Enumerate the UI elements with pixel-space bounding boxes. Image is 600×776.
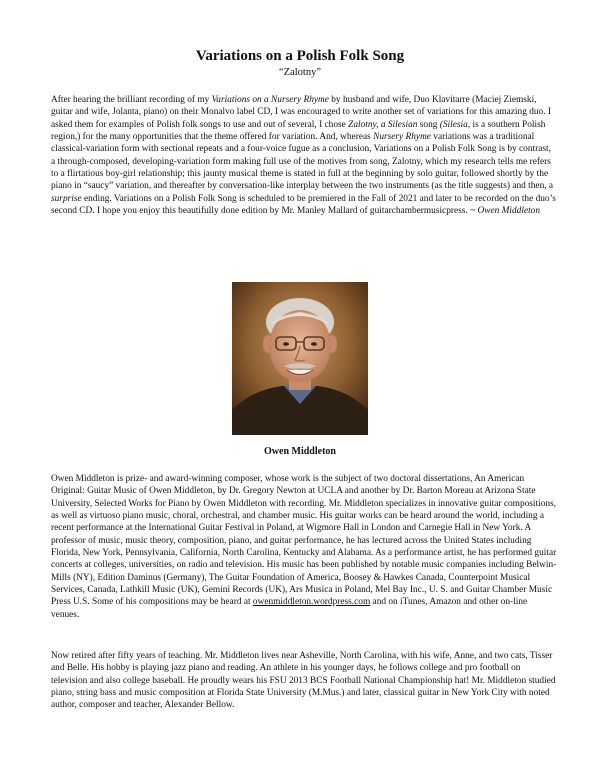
portrait-photo — [232, 282, 368, 435]
intro-italic: (Silesia, — [439, 119, 471, 130]
page-title: Variations on a Polish Folk Song — [195, 48, 405, 64]
intro-italic: surprise — [51, 193, 82, 204]
biography-text: Owen Middleton is prize- and award-winning composer, whose work is the subject of two doctoral dissertations, An American Original: Guitar Music of Owen Middleton, by Dr. Gregory Newton at UCLA and another by Dr. Barton Moreau at Arizona State University, Selected Works for Piano by Owen Middleton with recording. Mr. Middleton specializes in innovative guitar compositions, as well as virtuoso piano music, choral, orchestral, and chamber music. His guitar works can be heard around the world, including a recent performance at the International Guitar Festival in Poland, at Wigmore Hall in London and Carnegie Hall in New York. A professor of music, music theory, composition, piano, and guitar performance, he has lectured across the United States including Florida, New York, Pennsylvania, California, North Carolina, Kentucky and Alabama. As a performance artist, he has performed guitar concerts at colleges, universities, on radio and television. His music has been published by notable music companies including Belwin-Mills (NY), Edition Daminus (Germany), The Guitar Foundation of America, Boosey & Hawkes Canada, Counterpoint Musical Services, Canada, Lathkill Music (UK), Gemini Records (UK), Ars Musica in Poland, Mel Bay Inc., U. S. and Guitar Chamber Music Press U.S. Some of his compositions may be heard at — [51, 474, 557, 608]
website-link[interactable]: owenmiddleton.wordpress.com — [252, 597, 371, 608]
page-subtitle: “Zalotny” — [279, 67, 321, 78]
intro-text: variations was a traditional classical-variation form with sectional repeats and a four-voice fugue as a conclusion, Variations on a Polish Folk Song is by contrast, a through-composed, developing-variation form making full use of the motives from song, Zalotny, which my research tells me refers to a flirtatious boy-girl relationship; this jaunty musical theme is stated in full at the beginning by solo guitar, followed shortly by the piano in “saucy” variation, and thereafter by conversation-like interplay between the two instruments (as the title suggests) and then, a — [51, 132, 554, 192]
photo-caption: Owen Middleton — [264, 446, 336, 457]
biography-paragraph — [51, 473, 557, 621]
intro-italic: Nursery Rhyme — [373, 132, 431, 143]
intro-text: by husband and wife, Duo Klavitarre (Maciej Ziemski, guitar and wife, Jolanta, piano) on their Monalvo label CD, I was encouraged to write another set of variations for this amazing duo. I asked them for examples of Polish folk songs to use and out of several, I chose — [51, 95, 552, 130]
personal-paragraph: Now retired after fifty years of teaching. Mr. Middleton lives near Asheville, North Carolina, with his wife, Anne, and two cats, Tisser and Belle. His hobby is playing jazz piano and reading. An athlete in his younger days, he follows college and pro football on television and also college baseball. He proudly wears his FSU 2013 BCS Football National Championship hat! Mr. Middleton studied piano, string bass and music composition at Florida State University (M.Mus.) and later, classical guitar in New York City with noted author, composer and teacher, Alexander Bellow. — [51, 651, 556, 711]
intro-signature: Owen Middleton — [477, 206, 541, 217]
intro-italic: Zalotny, a Silesian — [348, 119, 418, 130]
intro-text: ending. Variations on a Polish Folk Song is scheduled to be premiered in the Fall of 2021 and later to be recorded on the duo’s second CD. I hope you enjoy this beautifully done edition by Mr. Manley Mallard of guitarchambermusicpress. ~ — [51, 193, 556, 217]
intro-paragraph — [51, 94, 557, 217]
biography-text: and on iTunes, Amazon and other on-line venues. — [51, 597, 528, 620]
intro-italic: Variations on a Nursery Rhyme — [211, 95, 329, 105]
intro-text: is a southern Polish region,) for the many opportunities that the theme offered for variation. And, whereas — [51, 119, 546, 143]
intro-text: After hearing the brilliant recording of my — [51, 95, 212, 105]
portrait-illustration — [232, 282, 368, 435]
intro-text: song — [417, 119, 440, 130]
